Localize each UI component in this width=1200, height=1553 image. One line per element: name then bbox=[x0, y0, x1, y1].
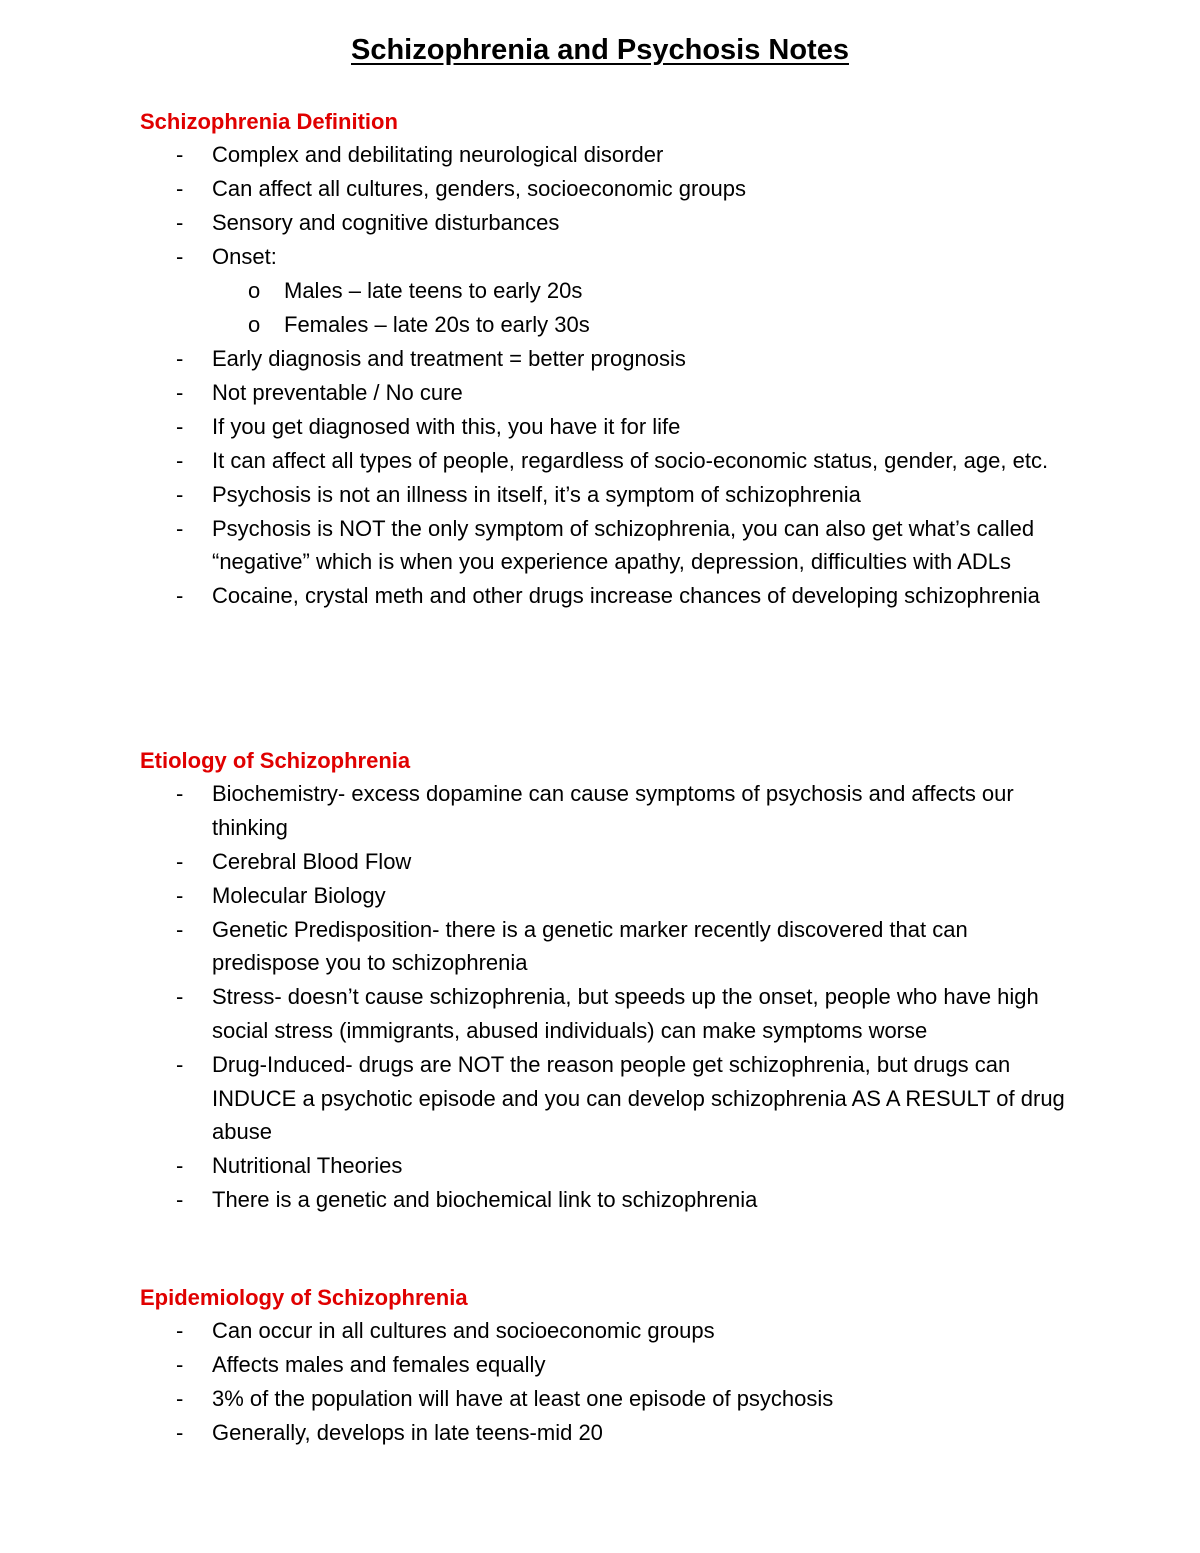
list-item bbox=[0, 1382, 1200, 1416]
dash-marker: - bbox=[176, 1318, 184, 1343]
list-item bbox=[0, 512, 1200, 580]
list-item bbox=[0, 913, 1200, 981]
dash-marker: - bbox=[176, 1386, 184, 1411]
dash-marker: - bbox=[176, 413, 184, 439]
circle-bullet-icon: o bbox=[248, 311, 261, 337]
list-item bbox=[0, 1314, 1200, 1348]
section-heading: Schizophrenia Definition bbox=[140, 109, 398, 134]
list-item bbox=[0, 1149, 1200, 1183]
list-item-text: Psychosis is NOT the only symptom of schizophrenia, you can also get what’s called “negative” which is when you experience apathy, depression, difficulties with ADLs bbox=[212, 515, 1035, 575]
dash-marker: - bbox=[176, 210, 184, 235]
list-item-text: Psychosis is not an illness in itself, it’s a symptom of schizophrenia bbox=[212, 481, 861, 507]
dash-marker: - bbox=[176, 1420, 184, 1445]
section-heading: Epidemiology of Schizophrenia bbox=[140, 1285, 468, 1310]
list-item bbox=[0, 777, 1200, 845]
dash-marker: - bbox=[176, 984, 184, 1010]
list-item-text: If you get diagnosed with this, you have it for life bbox=[212, 413, 681, 439]
dash-marker: - bbox=[176, 176, 184, 201]
list-item bbox=[0, 879, 1200, 913]
list-item-text: 3% of the population will have at least one episode of psychosis bbox=[212, 1386, 834, 1411]
list-item-text: Drug-Induced- drugs are NOT the reason people get schizophrenia, but drugs can INDUCE a psychotic episode and you can develop schizophrenia AS A RESULT of drug abuse bbox=[212, 1051, 1065, 1145]
list-item-text: Onset: bbox=[212, 244, 277, 269]
list-item bbox=[0, 1416, 1200, 1450]
list-item bbox=[0, 342, 1200, 376]
list-item bbox=[0, 172, 1200, 206]
list-item-text: Nutritional Theories bbox=[212, 1153, 403, 1179]
sub-list-item bbox=[0, 274, 1200, 308]
list-item-text: Not preventable / No cure bbox=[212, 379, 463, 405]
bullet-list bbox=[0, 777, 1200, 1217]
list-item-text: There is a genetic and biochemical link to schizophrenia bbox=[212, 1187, 758, 1213]
circle-bullet-icon: o bbox=[248, 278, 261, 303]
dash-marker: - bbox=[176, 1051, 184, 1077]
dash-marker: - bbox=[176, 142, 184, 167]
list-item-text: It can affect all types of people, regardless of socio-economic status, gender, age, etc. bbox=[212, 447, 1049, 473]
list-item-text: Can affect all cultures, genders, socioeconomic groups bbox=[212, 176, 746, 201]
bullet-list bbox=[0, 138, 1200, 613]
list-item-text: Biochemistry- excess dopamine can cause symptoms of psychosis and affects our thinking bbox=[212, 781, 1014, 840]
list-item-text: Stress- doesn’t cause schizophrenia, but speeds up the onset, people who have high social stress (immigrants, abused individuals) can make symptoms worse bbox=[212, 984, 1039, 1043]
dash-marker: - bbox=[176, 379, 184, 405]
list-item bbox=[0, 980, 1200, 1048]
list-item-text: Can occur in all cultures and socioeconomic groups bbox=[212, 1318, 715, 1343]
section-heading: Etiology of Schizophrenia bbox=[140, 748, 411, 773]
dash-marker: - bbox=[176, 916, 184, 942]
dash-marker: - bbox=[176, 781, 184, 806]
dash-marker: - bbox=[176, 583, 184, 609]
dash-marker: - bbox=[176, 848, 184, 874]
list-item-text: Cocaine, crystal meth and other drugs increase chances of developing schizophrenia bbox=[212, 583, 1040, 609]
dash-marker: - bbox=[176, 244, 184, 269]
sub-list-item-text: Males – late teens to early 20s bbox=[284, 278, 583, 303]
sub-list-item bbox=[0, 308, 1200, 342]
list-item-text: Complex and debilitating neurological disorder bbox=[212, 142, 664, 167]
list-item-text: Affects males and females equally bbox=[212, 1352, 546, 1377]
list-item-text: Genetic Predisposition- there is a genetic marker recently discovered that can predispose you to schizophrenia bbox=[212, 916, 968, 976]
list-item bbox=[0, 1183, 1200, 1217]
dash-marker: - bbox=[176, 882, 184, 908]
list-item bbox=[0, 845, 1200, 879]
dash-marker: - bbox=[176, 447, 184, 473]
dash-marker: - bbox=[176, 481, 184, 507]
list-item bbox=[0, 1048, 1200, 1149]
list-item-text: Molecular Biology bbox=[212, 882, 386, 908]
dash-marker: - bbox=[176, 515, 184, 541]
list-item bbox=[0, 579, 1200, 613]
list-item-text: Cerebral Blood Flow bbox=[212, 848, 412, 874]
list-item-text: Generally, develops in late teens-mid 20 bbox=[212, 1420, 603, 1445]
list-item bbox=[0, 376, 1200, 410]
dash-marker: - bbox=[176, 1352, 184, 1377]
list-item bbox=[0, 444, 1200, 478]
dash-marker: - bbox=[176, 1153, 184, 1179]
list-item-text: Sensory and cognitive disturbances bbox=[212, 210, 560, 235]
list-item bbox=[0, 478, 1200, 512]
list-item bbox=[0, 1348, 1200, 1382]
list-item-text: Early diagnosis and treatment = better prognosis bbox=[212, 345, 686, 371]
sub-list-item-text: Females – late 20s to early 30s bbox=[284, 311, 590, 337]
list-item bbox=[0, 138, 1200, 172]
page-title: Schizophrenia and Psychosis Notes bbox=[351, 34, 849, 66]
list-item bbox=[0, 206, 1200, 240]
bullet-list bbox=[0, 1314, 1200, 1450]
list-item bbox=[0, 240, 1200, 274]
list-item bbox=[0, 410, 1200, 444]
dash-marker: - bbox=[176, 345, 184, 371]
dash-marker: - bbox=[176, 1187, 184, 1213]
